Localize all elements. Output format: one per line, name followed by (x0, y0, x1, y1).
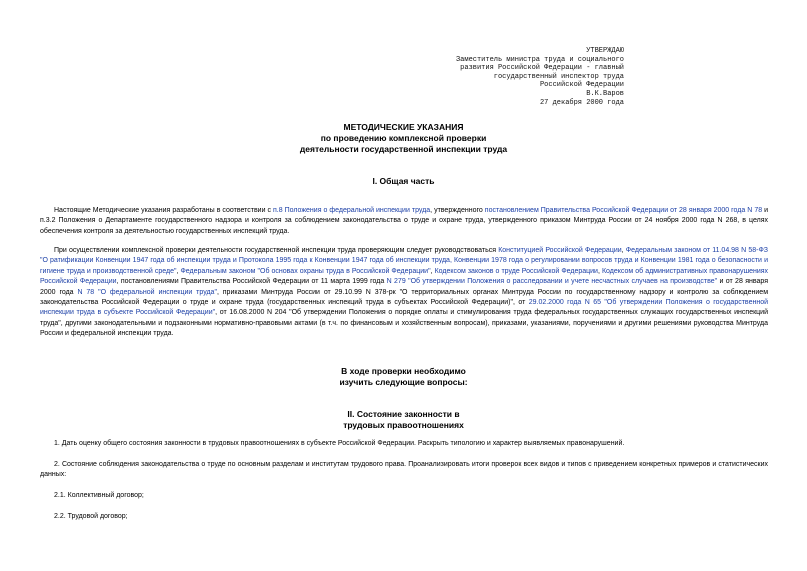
paragraph-text: , постановлениями Правительства Российской Федерации от 11 марта 1999 года (116, 278, 387, 286)
document-link[interactable]: Федеральным законом "Об основах охраны труда в Российской Федерации" (180, 267, 431, 275)
document-title (0, 122, 807, 155)
paragraph-text: , (430, 267, 435, 275)
paragraph-text: , от 16.08.2000 N 204 "Об утверждении Положения о порядке оплаты и стимулирования труда федеральных государственных служащих государственных инспекций труда", другими законодательными и подзаконными нормативно-правовыми актами (в т.ч. по финансовым и хозяйственным вопросам), приказами, указаниями, поручениями и другими решениями руководства Минтруда России и федеральной инспекции труда. (40, 309, 768, 338)
document-link[interactable]: N 279 "Об утверждении Положения о расследовании и учете несчастных случаев на производстве" (386, 278, 718, 286)
paragraph-text: Настоящие Методические указания разработаны в соответствии с (54, 207, 273, 214)
heading-line: II. Состояние законности в (347, 409, 460, 419)
list-item: 2. Состояние соблюдения законодательства о труде по основным разделам и институтам трудового права. Проанализировать итоги проверок всех видов и типов с приведением конкретных примеров и статистических данных: (40, 461, 768, 479)
document-link[interactable]: N 78 "О федеральной инспекции труда" (77, 288, 217, 296)
paragraph-text: , утвержденного (430, 207, 485, 214)
paragraph-text: , (597, 267, 602, 275)
heading-line: трудовых правоотношениях (343, 420, 464, 430)
document-link[interactable]: 29.02.2000 года N 65 "Об утверждении Положения о государственной инспекции труда в субъекте Российской Федерации" (40, 299, 768, 317)
document-link[interactable]: постановлением Правительства Российской Федерации от 28 января 2000 года N 78 (484, 207, 763, 214)
document-link[interactable]: Кодексом об административных правонарушениях Российской Федерации (40, 267, 769, 286)
approval-stamp (456, 47, 624, 107)
paragraph-text: и п.3.2 Положения о Департаменте государственного надзора и контроля за соблюдением законодательства о труде и охране труда, утвержденного приказом Минтруда России от 24 ноября 2000 года N 268, в целях обеспечения контроля за деятельностью государственных инспекций труда. (40, 207, 769, 235)
list-item: 2.2. Трудовой договор; (54, 513, 128, 520)
heading-line: изучить следующие вопросы: (339, 377, 468, 387)
paragraph-sources (40, 246, 768, 340)
document-link[interactable]: п.8 Положения о федеральной инспекции труда (272, 207, 431, 214)
paragraph-text: , (621, 247, 626, 254)
list-item: 2.1. Коллективный договор; (54, 492, 144, 499)
paragraph-text: При осуществлении комплексной проверки деятельности государственной инспекции труда проверяющим следует руководствоваться (54, 247, 499, 254)
paragraph-intro (40, 206, 768, 237)
list-item: 1. Дать оценку общего состояния законности в трудовых правоотношениях в субъекте Российской Федерации. Раскрыть типологию и характер выявляемых правонарушений. (54, 440, 625, 447)
title-line: деятельности государственной инспекции труда (299, 144, 508, 154)
title-line: по проведению комплексной проверки (320, 133, 487, 143)
check-heading (0, 366, 807, 388)
approval-line: УТВЕРЖДАЮ (586, 47, 624, 55)
approval-line: Заместитель министра труда и социального (455, 55, 624, 64)
approval-line: Российской Федерации (539, 81, 624, 90)
title-line: МЕТОДИЧЕСКИЕ УКАЗАНИЯ (343, 122, 464, 132)
paragraph-text: и от 28 января 2000 года (40, 278, 768, 296)
paragraph-text: , (176, 267, 181, 275)
document-link[interactable]: Кодексом законов о труде Российской Федерации (434, 267, 598, 275)
document-link[interactable]: Конституцией Российской Федерации (498, 247, 622, 254)
approval-line: 27 декабря 2000 года (539, 98, 624, 107)
approval-line: В.К.Варов (586, 89, 624, 98)
paragraph-text: , приказами Минтруда России от 29.10.99 N 378-рк "О территориальных органах Минтруда России по государственному надзору и контролю за соблюдением законодательства Российской Федерации о труде и охране труда (государственных инспекций труда в субъектах Российской Федерации)", от (40, 288, 769, 307)
section-heading (0, 409, 807, 431)
heading-line: В ходе проверки необходимо (341, 366, 466, 376)
approval-line: государственный инспектор труда (493, 72, 624, 81)
section-heading: I. Общая часть (372, 176, 435, 186)
approval-line: развития Российской Федерации - главный (460, 64, 624, 73)
document-link[interactable]: Федеральным законом от 11.04.98 N 58-ФЗ "О ратификации Конвенции 1947 года об инспекции труда и Протокола 1995 года к Конвенции 1947 года об инспекции труда, Конвенции 1978 года о регулировании вопросов труда и Конвенции 1981 года о безопасности и гигиене труда и производственной среде" (40, 247, 769, 275)
